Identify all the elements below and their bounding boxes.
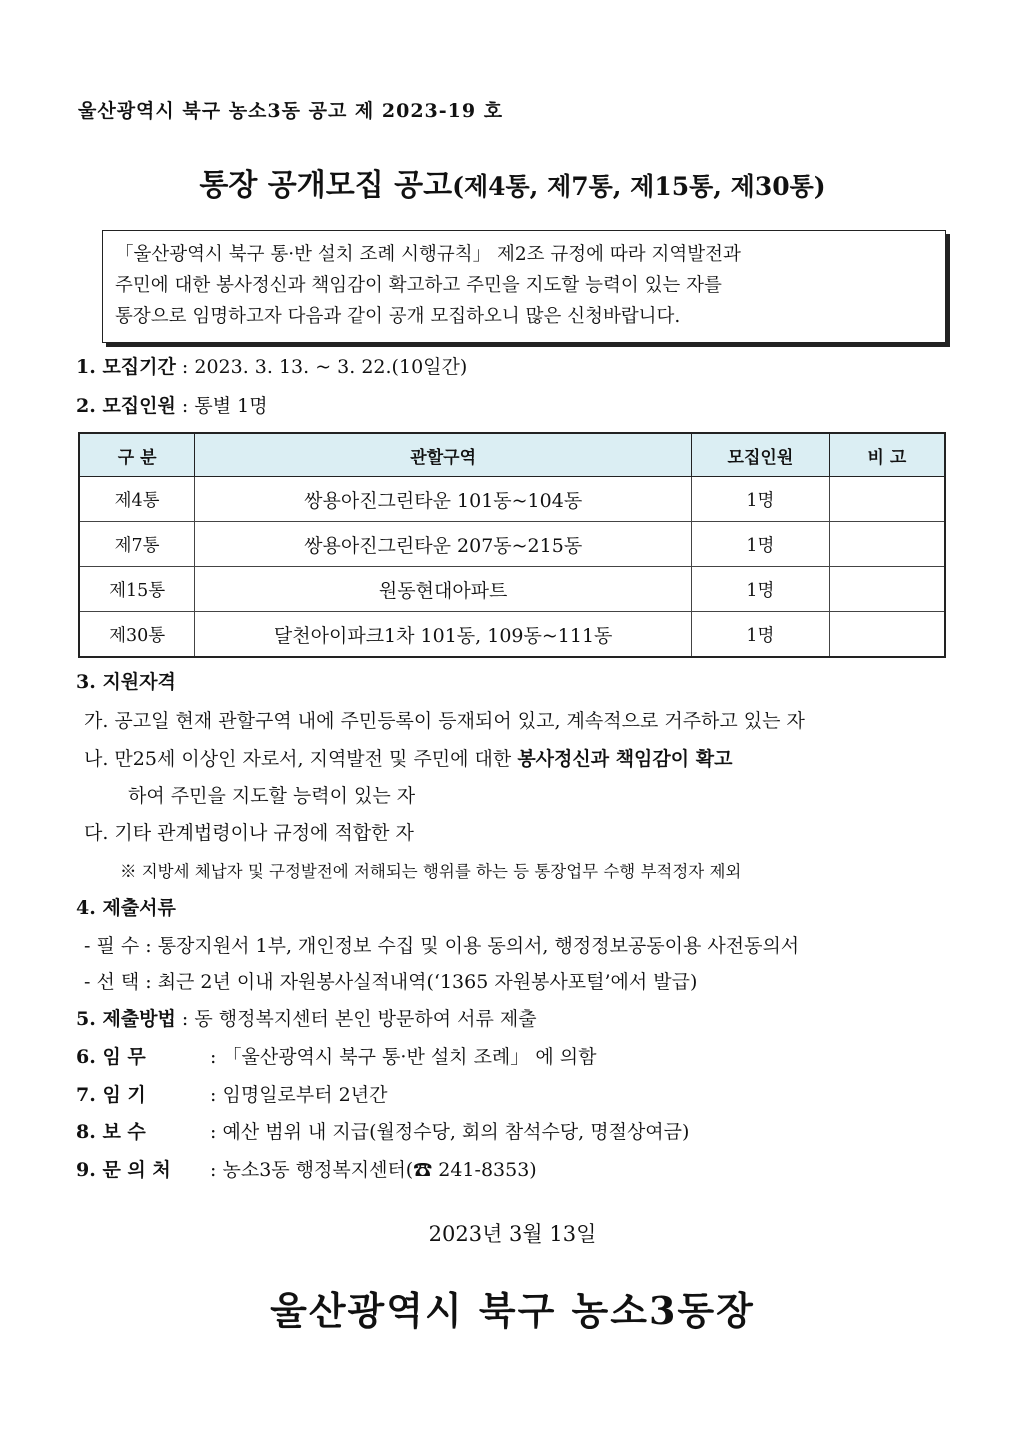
- section-label: 8. 보 수: [76, 1121, 146, 1143]
- cell-count: 1명: [692, 522, 830, 567]
- cell-count: 1명: [692, 477, 830, 522]
- section-value: : 통별 1명: [181, 395, 268, 417]
- qualification-ga: 가. 공고일 현재 관할구역 내에 주민등록이 등재되어 있고, 계속적으로 거주하고 있는 자: [84, 710, 805, 732]
- header-division: 구 분: [79, 433, 195, 477]
- header-note: 비 고: [829, 433, 945, 477]
- title-sub: (제4통, 제7통, 제15통, 제30통): [452, 172, 826, 201]
- cell-area: 쌍용아진그린타운 207동~215동: [195, 522, 692, 567]
- section-recruit-period: [76, 352, 467, 379]
- section-label: 5. 제출방법: [76, 1008, 176, 1030]
- title-main: 통장 공개모집 공고: [199, 168, 453, 203]
- notice-number: 울산광역시 북구 농소3동 공고 제 2023-19 호: [78, 100, 504, 122]
- documents-optional: - 선 택 : 최근 2년 이내 자원봉사실적내역(‘1365 자원봉사포털’에서 발급): [84, 971, 698, 993]
- section-value: : 「울산광역시 북구 통·반 설치 조례」 에 의함: [210, 1046, 597, 1068]
- section-qualification-label: 3. 지원자격: [76, 671, 176, 693]
- cell-area: 쌍용아진그린타운 101동~104동: [195, 477, 692, 522]
- section-label: 1. 모집기간: [76, 356, 176, 378]
- section-duty: [76, 1042, 596, 1069]
- cell-tong: 제7통: [79, 522, 195, 567]
- cell-tong: 제30통: [79, 612, 195, 658]
- section-term: [76, 1080, 387, 1107]
- section-value: : 2023. 3. 13. ~ 3. 22.(10일간): [181, 356, 468, 378]
- cell-count: 1명: [692, 612, 830, 658]
- qualification-na-text: 나. 만25세 이상인 자로서, 지역발전 및 주민에 대한: [84, 748, 518, 770]
- cell-tong: 제4통: [79, 477, 195, 522]
- table-row: [79, 477, 945, 522]
- cell-area: 달천아이파크1차 101동, 109동~111동: [195, 612, 692, 658]
- table-row: [79, 612, 945, 658]
- cell-note: [829, 522, 945, 567]
- table-header-row: [79, 433, 945, 477]
- section-value: : 동 행정복지센터 본인 방문하여 서류 제출: [181, 1008, 537, 1030]
- qualification-na-cont: 하여 주민을 지도할 능력이 있는 자: [128, 785, 416, 807]
- qualification-na: [84, 744, 732, 771]
- intro-line: 주민에 대한 봉사정신과 책임감이 확고하고 주민을 지도할 능력이 있는 자를: [115, 275, 722, 296]
- section-value: : 농소3동 행정복지센터(☎ 241-8353): [210, 1159, 537, 1181]
- cell-area: 원동현대아파트: [195, 567, 692, 612]
- cell-note: [829, 612, 945, 658]
- notice-date: 2023년 3월 13일: [428, 1222, 597, 1246]
- intro-line: 「울산광역시 북구 통·반 설치 조례 시행규칙」 제2조 규정에 따라 지역발전과: [115, 244, 741, 265]
- recruit-table: [78, 432, 946, 658]
- documents-required: - 필 수 : 통장지원서 1부, 개인정보 수집 및 이용 동의서, 행정정보공동이용 사전동의서: [84, 935, 800, 957]
- section-value: : 임명일로부터 2년간: [210, 1084, 388, 1106]
- cell-note: [829, 567, 945, 612]
- qualification-na-bold: 봉사정신과 책임감이 확고: [517, 748, 733, 770]
- section-label: 2. 모집인원: [76, 395, 176, 417]
- section-submission: [76, 1004, 537, 1031]
- page-title: [0, 160, 1025, 204]
- cell-tong: 제15통: [79, 567, 195, 612]
- section-label: 7. 임 기: [76, 1084, 146, 1106]
- section-value: : 예산 범위 내 지급(월정수당, 회의 참석수당, 명절상여금): [210, 1121, 690, 1143]
- cell-count: 1명: [692, 567, 830, 612]
- qualification-da: 다. 기타 관계법령이나 규정에 적합한 자: [84, 822, 414, 844]
- section-label: 9. 문 의 처: [76, 1159, 171, 1181]
- section-contact: [76, 1155, 537, 1182]
- table-row: [79, 567, 945, 612]
- intro-box: [102, 230, 946, 343]
- section-label: 6. 임 무: [76, 1046, 146, 1068]
- cell-note: [829, 477, 945, 522]
- section-recruit-count: [76, 391, 268, 418]
- signature: 울산광역시 북구 농소3동장: [270, 1288, 755, 1333]
- intro-line: 통장으로 임명하고자 다음과 같이 공개 모집하오니 많은 신청바랍니다.: [115, 306, 681, 327]
- header-count: 모집인원: [692, 433, 830, 477]
- section-documents-label: 4. 제출서류: [76, 897, 176, 919]
- table-row: [79, 522, 945, 567]
- section-pay: [76, 1117, 689, 1144]
- header-area: 관할구역: [195, 433, 692, 477]
- qualification-note: ※ 지방세 체납자 및 구정발전에 저해되는 행위를 하는 등 통장업무 수행 부적정자 제외: [120, 862, 742, 881]
